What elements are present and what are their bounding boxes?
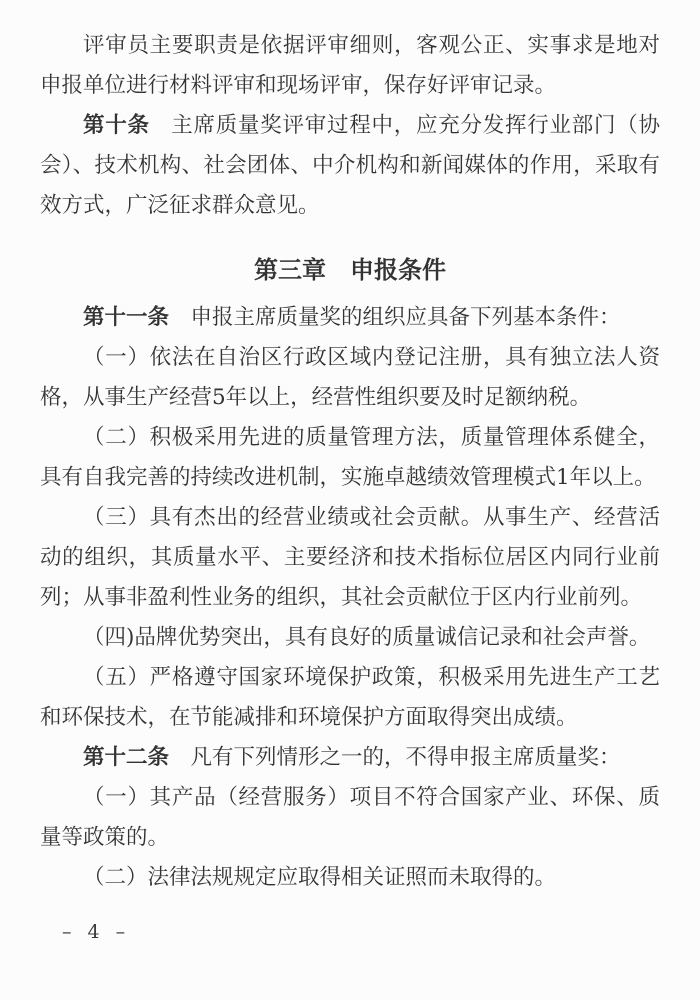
paragraph: 第十一条 申报主席质量奖的组织应具备下列基本条件： <box>83 305 621 330</box>
paragraph: 第十条 主席质量奖评审过程中，应充分发挥行业部门（协会）、技术机构、社会团体、中介机构和新闻媒体的作用，采取有效方式，广泛征求群众意见。 <box>40 113 660 218</box>
chapter-heading: 第三章 申报条件 <box>254 255 446 284</box>
paragraph: 第十二条 凡有下列情形之一的，不得申报主席质量奖： <box>83 745 621 770</box>
paragraph: （二）法律法规规定应取得相关证照而未取得的。 <box>83 865 557 890</box>
article-number-label: 第十二条 <box>83 745 170 770</box>
paragraph: （四)品牌优势突出，具有良好的质量诚信记录和社会声誉。 <box>83 625 651 650</box>
paragraph: （一）其产品（经营服务）项目不符合国家产业、环保、质量等政策的。 <box>40 785 660 850</box>
article-number-label: 第十一条 <box>83 305 170 330</box>
paragraph: （五）严格遵守国家环境保护政策，积极采用先进生产工艺和环保技术，在节能减排和环境保护方面取得突出成绩。 <box>40 665 660 730</box>
page-number: – 4 – <box>62 921 131 943</box>
paragraph: （一）依法在自治区行政区域内登记注册，具有独立法人资格，从事生产经营5年以上，经营性组织要及时足额纳税。 <box>40 345 660 410</box>
paragraph: （三）具有杰出的经营业绩或社会贡献。从事生产、经营活动的组织，其质量水平、主要经济和技术指标位居区内同行业前列；从事非盈利性业务的组织，其社会贡献位于区内行业前列。 <box>40 505 660 610</box>
paragraph: 评审员主要职责是依据评审细则，客观公正、实事求是地对申报单位进行材料评审和现场评审，保存好评审记录。 <box>40 33 660 98</box>
article-number-label: 第十条 <box>83 113 150 138</box>
paragraph: （二）积极采用先进的质量管理方法，质量管理体系健全，具有自我完善的持续改进机制，实施卓越绩效管理模式1年以上。 <box>40 425 660 490</box>
